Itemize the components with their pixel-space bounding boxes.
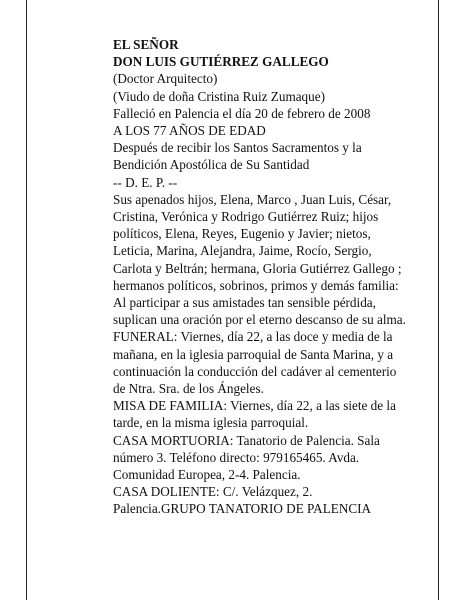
notice-line: (Doctor Arquitecto) bbox=[113, 71, 218, 87]
notice-line: continuación la conducción del cadáver al cementerio bbox=[113, 363, 397, 379]
notice-line: hermanos políticos, sobrinos, primos y demás familia: bbox=[113, 277, 399, 293]
notice-line: Comunidad Europea, 2-4. Palencia. bbox=[113, 467, 301, 483]
notice-line: políticos, Elena, Reyes, Eugenio y Javier; nietos, bbox=[113, 226, 371, 242]
notice-line: Cristina, Verónica y Rodrigo Gutiérrez Ruiz; hijos bbox=[113, 209, 379, 225]
notice-line: Leticia, Marina, Alejandra, Jaime, Rocío, Sergio, bbox=[113, 243, 372, 259]
notice-line: DON LUIS GUTIÉRREZ GALLEGO bbox=[113, 54, 329, 70]
notice-line: de Ntra. Sra. de los Ángeles. bbox=[113, 381, 264, 397]
notice-line: tarde, en la misma iglesia parroquial. bbox=[113, 415, 309, 431]
notice-line: Después de recibir los Santos Sacramentos y la bbox=[113, 140, 362, 156]
notice-line: Carlota y Beltrán; hermana, Gloria Gutiérrez Gallego ; bbox=[113, 260, 402, 276]
notice-line: Sus apenados hijos, Elena, Marco , Juan Luis, César, bbox=[113, 191, 392, 207]
notice-line: mañana, en la iglesia parroquial de Santa Marina, y a bbox=[113, 346, 394, 362]
death-notice-text bbox=[113, 36, 423, 518]
notice-line: número 3. Teléfono directo: 979165465. Avda. bbox=[113, 449, 360, 465]
notice-line: MISA DE FAMILIA: Viernes, día 22, a las siete de la bbox=[113, 398, 396, 414]
notice-line: Falleció en Palencia el día 20 de febrero de 2008 bbox=[113, 105, 371, 121]
notice-line: Al participar a sus amistades tan sensible pérdida, bbox=[113, 295, 376, 311]
notice-line: -- D. E. P. -- bbox=[113, 174, 178, 190]
notice-line: Palencia.GRUPO TANATORIO DE PALENCIA bbox=[113, 501, 372, 517]
notice-line: suplican una oración por el eterno descanso de su alma. bbox=[113, 312, 406, 328]
notice-line: (Viudo de doña Cristina Ruiz Zumaque) bbox=[113, 88, 325, 104]
notice-line: EL SEÑOR bbox=[113, 37, 179, 52]
notice-line: Bendición Apostólica de Su Santidad bbox=[113, 157, 310, 173]
notice-line: CASA MORTUORIA: Tanatorio de Palencia. Sala bbox=[113, 432, 380, 448]
notice-line: A LOS 77 AÑOS DE EDAD bbox=[113, 123, 266, 139]
notice-line: CASA DOLIENTE: C/. Velázquez, 2. bbox=[113, 484, 313, 500]
notice-line: FUNERAL: Viernes, día 22, a las doce y media de la bbox=[113, 329, 393, 345]
